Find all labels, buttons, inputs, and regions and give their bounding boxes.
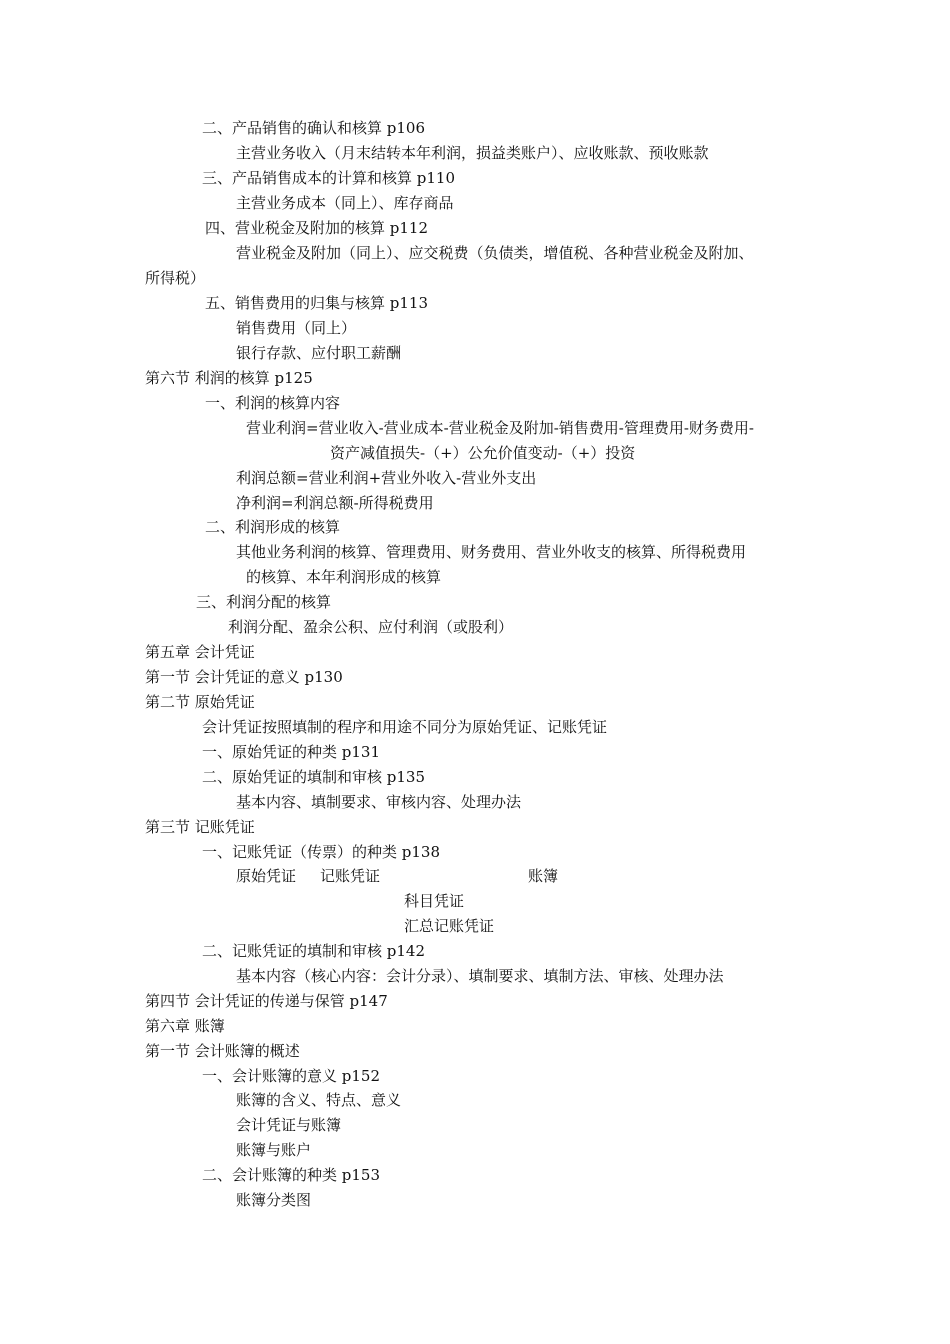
section-heading: 第二节 原始凭证 (145, 693, 255, 711)
text-line: 一、原始凭证的种类 p131 (202, 743, 381, 761)
chapter-heading: 第六章 账簿 (145, 1017, 225, 1035)
text-line: 的核算、本年利润形成的核算 (246, 568, 442, 586)
text-line: 其他业务利润的核算、管理费用、财务费用、营业外收支的核算、所得税费用 (236, 543, 747, 561)
text-line: 二、会计账簿的种类 p153 (202, 1166, 381, 1184)
diagram-label: 科目凭证 (404, 892, 465, 910)
text-line: 一、记账凭证（传票）的种类 p138 (202, 843, 441, 861)
text-line: 账簿的含义、特点、意义 (236, 1091, 402, 1109)
section-heading: 第四节 会计凭证的传递与保管 p147 (145, 992, 388, 1010)
text-line: 所得税） (145, 269, 206, 287)
text-line: 资产减值损失-（+）公允价值变动-（+）投资 (330, 444, 636, 462)
text-line: 三、利润分配的核算 (196, 593, 332, 611)
text-line: 一、利润的核算内容 (205, 394, 341, 412)
text-line: 营业税金及附加（同上）、应交税费（负债类，增值税、各种营业税金及附加、 (236, 244, 754, 262)
text-line: 二、记账凭证的填制和审核 p142 (202, 942, 426, 960)
diagram-label: 记账凭证 (320, 867, 381, 885)
text-line: 净利润=利润总额-所得税费用 (236, 494, 434, 512)
diagram-label: 原始凭证 (236, 867, 297, 885)
section-heading: 第三节 记账凭证 (145, 818, 255, 836)
text-line: 四、营业税金及附加的核算 p112 (205, 219, 429, 237)
text-line: 二、产品销售的确认和核算 p106 (202, 119, 426, 137)
diagram-label: 账簿 (528, 867, 559, 885)
text-line: 营业利润=营业收入-营业成本-营业税金及附加-销售费用-管理费用-财务费用- (246, 419, 754, 437)
text-line: 二、利润形成的核算 (205, 518, 341, 536)
text-line: 基本内容、填制要求、审核内容、处理办法 (236, 793, 522, 811)
text-line: 利润分配、盈余公积、应付利润（或股利） (228, 618, 514, 636)
text-line: 三、产品销售成本的计算和核算 p110 (202, 169, 456, 187)
section-heading: 第一节 会计凭证的意义 p130 (145, 668, 343, 686)
text-line: 利润总额=营业利润+营业外收入-营业外支出 (236, 469, 537, 487)
text-line: 二、原始凭证的填制和审核 p135 (202, 768, 426, 786)
text-line: 五、销售费用的归集与核算 p113 (205, 294, 429, 312)
text-line: 主营业务成本（同上）、库存商品 (236, 194, 454, 212)
text-line: 一、会计账簿的意义 p152 (202, 1067, 381, 1085)
text-line: 账簿与账户 (236, 1141, 312, 1159)
text-line: 基本内容（核心内容：会计分录）、填制要求、填制方法、审核、处理办法 (236, 967, 724, 985)
text-line: 主营业务收入（月末结转本年利润，损益类账户）、应收账款、预收账款 (236, 144, 709, 162)
text-line: 会计凭证按照填制的程序和用途不同分为原始凭证、记账凭证 (202, 718, 608, 736)
chapter-heading: 第五章 会计凭证 (145, 643, 255, 661)
section-heading: 第六节 利润的核算 p125 (145, 369, 313, 387)
diagram-label: 汇总记账凭证 (404, 917, 495, 935)
text-line: 账簿分类图 (236, 1191, 312, 1209)
text-line: 销售费用（同上） (236, 319, 357, 337)
text-line: 会计凭证与账簿 (236, 1116, 342, 1134)
text-line: 银行存款、应付职工薪酬 (236, 344, 402, 362)
section-heading: 第一节 会计账簿的概述 (145, 1042, 300, 1060)
